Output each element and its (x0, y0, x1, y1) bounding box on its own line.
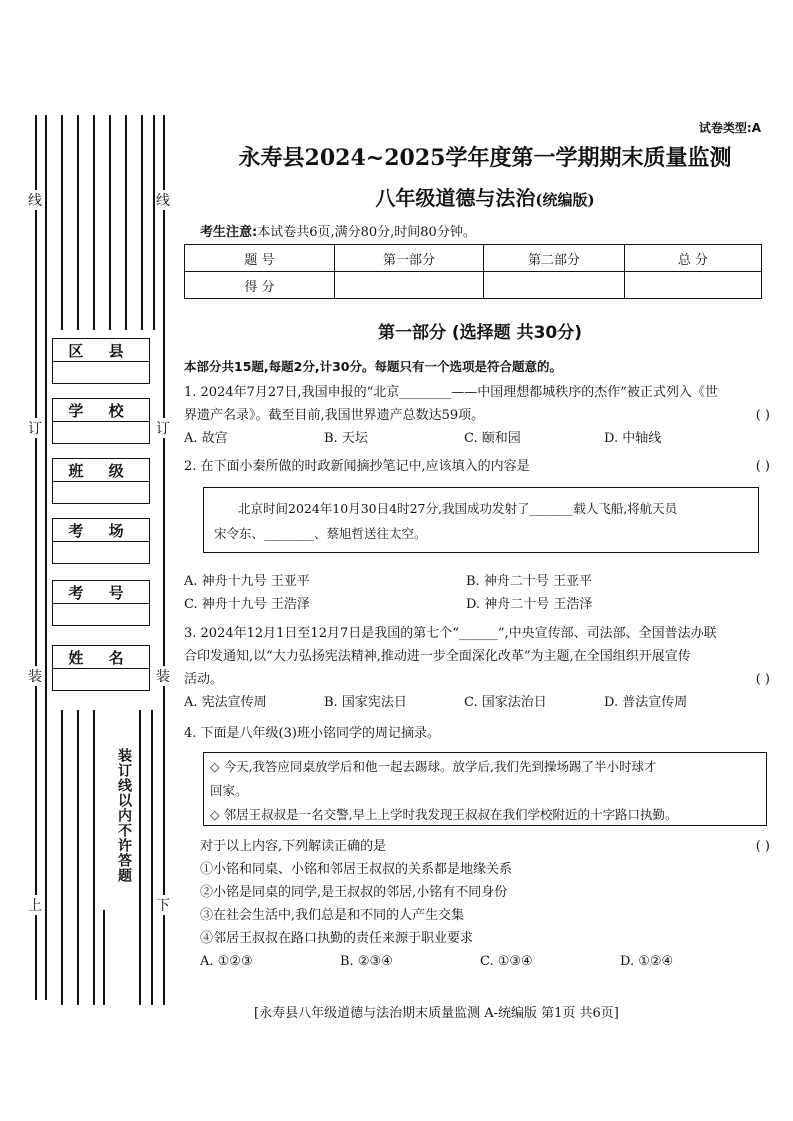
score-part2-cell[interactable] (484, 272, 625, 299)
score-table-row (185, 272, 762, 299)
header-part1: 第一部分 (335, 245, 484, 272)
seal-char-shang: 上 (28, 895, 42, 915)
q1-option-d[interactable]: D. 中轴线 (604, 431, 662, 446)
q4-diary-box (203, 752, 767, 826)
paper-type: 试卷类型:A (698, 121, 761, 135)
q4-body (184, 835, 770, 973)
q1-option-b[interactable]: B. 天坛 (324, 431, 368, 446)
q3-options (184, 691, 770, 714)
notice-text: 本试卷共6页,满分80分,时间80分钟。 (257, 225, 476, 240)
seal-char-xian-left: 线 (28, 190, 42, 210)
score-table-header (185, 245, 762, 272)
q3-answer-paren[interactable]: ( ) (755, 672, 770, 687)
school-label: 学 校 (53, 399, 149, 422)
no-answer-warning: 装订线以内不许答题 (112, 748, 134, 908)
q1-line1: 1. 2024年7月27日,我国申报的“北京________——中国理想都城秩序的杰作”被正式列入《世 (184, 385, 718, 400)
score-part1-cell[interactable] (335, 272, 484, 299)
county-field[interactable] (52, 338, 150, 384)
q4-statement-1: ①小铭和同桌、小铭和邻居王叔叔的关系都是地缘关系 (200, 862, 513, 877)
q4-ask: 对于以上内容,下列解读正确的是 (200, 839, 387, 854)
school-input[interactable] (53, 422, 149, 443)
page-footer: [永寿县八年级道德与法治期末质量监测 A-统编版 第1页 共6页] (254, 1006, 619, 1021)
score-total-cell[interactable] (625, 272, 762, 299)
class-label: 班 级 (53, 459, 149, 482)
seal-char-xia: 下 (156, 895, 170, 915)
class-input[interactable] (53, 482, 149, 503)
part1-intro: 本部分共15题,每题2分,计30分。每题只有一个选项是符合题意的。 (184, 359, 562, 374)
q1-option-a[interactable]: A. 故宫 (184, 431, 228, 446)
subject-name: 八年级道德与法治 (375, 186, 536, 210)
notice-label: 考生注意: (200, 225, 258, 240)
exam-number-input[interactable] (53, 604, 149, 625)
exam-room-input[interactable] (53, 542, 149, 563)
q4-box-line1: ◇ 今天,我答应同桌放学后和他一起去踢球。放学后,我们先到操场踢了半小时球才 (210, 759, 657, 774)
q2-option-a[interactable]: A. 神舟十九号 王亚平 (184, 574, 310, 589)
q3-option-a[interactable]: A. 宪法宣传周 (184, 695, 267, 710)
county-label: 区 县 (53, 339, 149, 362)
exam-number-field[interactable] (52, 580, 150, 626)
q2-option-c[interactable]: C. 神舟十九号 王浩泽 (184, 597, 310, 612)
seal-char-zhuang-left: 装 (28, 666, 42, 686)
candidate-notice (200, 221, 476, 240)
q1-answer-paren[interactable]: ( ) (755, 408, 770, 423)
header-question-no: 题 号 (185, 245, 335, 272)
header-total: 总 分 (625, 245, 762, 272)
q2-answer-paren[interactable]: ( ) (755, 459, 770, 474)
q4-statement-3: ③在社会生活中,我们总是和不同的人产生交集 (200, 908, 465, 923)
q4-option-b[interactable]: B. ②③④ (340, 954, 393, 969)
q1-options (184, 427, 770, 450)
q2-option-d[interactable]: D. 神舟二十号 王浩泽 (466, 597, 593, 612)
exam-number-label: 考 号 (53, 581, 149, 604)
school-field[interactable] (52, 398, 150, 444)
q4-answer-paren[interactable]: ( ) (755, 839, 770, 854)
q3-line1: 3. 2024年12月1日至12月7日是我国的第七个“______”,中央宣传部、司法部、全国普法办联 (184, 626, 717, 641)
q4-statement-4: ④邻居王叔叔在路口执勤的责任来源于职业要求 (200, 931, 474, 946)
question-2 (184, 455, 770, 478)
name-label: 姓 名 (53, 646, 149, 669)
q2-news-box (203, 487, 759, 553)
q4-stem: 4. 下面是八年级(3)班小铭同学的周记摘录。 (184, 726, 440, 741)
q4-box-line3: ◇ 邻居王叔叔是一名交警,早上上学时我发现王叔叔在我们学校附近的十字路口执勤。 (210, 807, 678, 822)
score-table (184, 244, 762, 299)
q4-option-a[interactable]: A. ①②③ (200, 954, 253, 969)
seal-char-zhuang-right: 装 (156, 666, 170, 686)
name-field[interactable] (52, 645, 150, 691)
exam-subtitle (200, 182, 770, 211)
q4-statement-2: ②小铭是同桌的同学,是王叔叔的邻居,小铭有不同身份 (200, 885, 508, 900)
seal-char-ding-left: 订 (28, 418, 42, 438)
q2-box-line2: 宋令东、________、蔡旭哲送往太空。 (214, 526, 427, 541)
q4-option-c[interactable]: C. ①③④ (480, 954, 533, 969)
q2-option-b[interactable]: B. 神舟二十号 王亚平 (466, 574, 592, 589)
q4-options (184, 950, 770, 973)
q2-box-line1: 北京时间2024年10月30日4时27分,我国成功发射了_______载人飞船,将航天员 (238, 501, 678, 516)
header-part2: 第二部分 (484, 245, 625, 272)
question-1 (184, 381, 770, 450)
q3-option-c[interactable]: C. 国家法治日 (464, 695, 547, 710)
q3-line2: 合印发通知,以“大力弘扬宪法精神,推动进一步全面深化改革”为主题,在全国组织开展宣传 (184, 649, 691, 664)
part1-title: 第一部分 (选择题 共30分) (377, 323, 583, 343)
q3-line3: 活动。 (184, 672, 224, 687)
q2-stem: 2. 在下面小秦所做的时政新闻摘抄笔记中,应该填入的内容是 (184, 459, 530, 474)
exam-room-field[interactable] (52, 518, 150, 564)
seal-char-xian-right: 线 (156, 190, 170, 210)
seal-char-ding-right: 订 (156, 418, 170, 438)
q3-option-b[interactable]: B. 国家宪法日 (324, 695, 407, 710)
name-input[interactable] (53, 669, 149, 690)
row-score-label: 得 分 (185, 272, 335, 299)
q2-options (184, 570, 770, 616)
exam-room-label: 考 场 (53, 519, 149, 542)
q3-option-d[interactable]: D. 普法宣传周 (604, 695, 688, 710)
edition-label: (统编版) (535, 191, 595, 209)
exam-title: 永寿县2024~2025学年度第一学期期末质量监测 (238, 145, 732, 171)
class-field[interactable] (52, 458, 150, 504)
county-input[interactable] (53, 362, 149, 383)
q1-option-c[interactable]: C. 颐和园 (464, 431, 521, 446)
q1-line2: 界遗产名录》。截至目前,我国世界遗产总数达59项。 (184, 408, 485, 423)
q4-box-line2: 回家。 (210, 783, 248, 798)
question-3 (184, 622, 770, 714)
q4-option-d[interactable]: D. ①②④ (620, 954, 674, 969)
question-4 (184, 722, 770, 745)
